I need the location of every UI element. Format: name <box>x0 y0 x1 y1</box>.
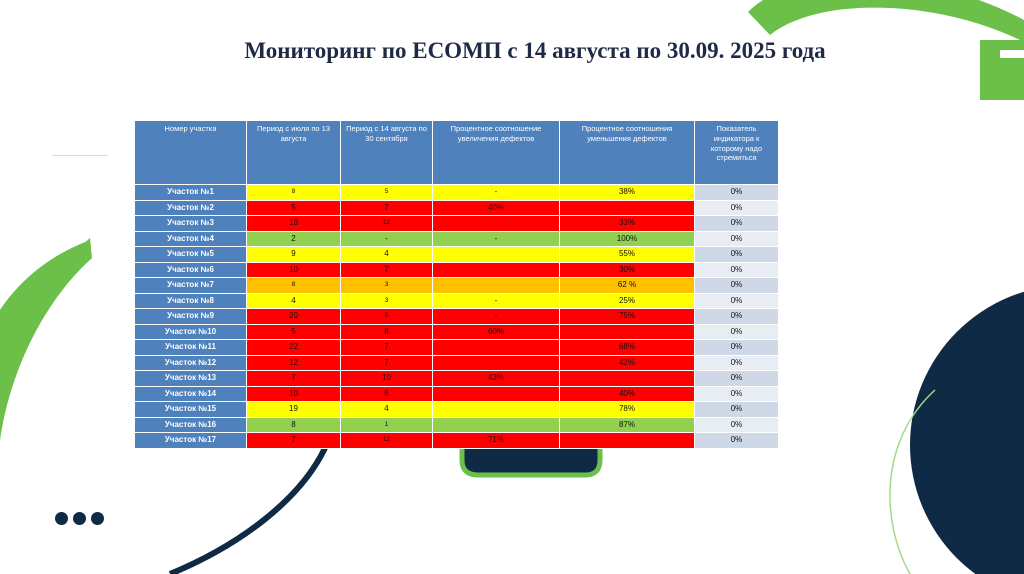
period-2-cell: 8 <box>341 324 433 340</box>
table-row <box>135 231 779 247</box>
table-row <box>135 200 779 216</box>
divider-line <box>52 155 108 156</box>
decrease-cell: 38% <box>560 185 695 201</box>
indicator-cell: 0% <box>695 417 779 433</box>
table-row <box>135 433 779 449</box>
increase-cell <box>433 216 560 232</box>
decrease-cell: 30% <box>560 262 695 278</box>
period-1-cell: 8 <box>247 185 341 201</box>
indicator-cell: 0% <box>695 433 779 449</box>
header-increase: Процентное соотношение увеличения дефектов <box>433 121 560 185</box>
increase-cell: - <box>433 231 560 247</box>
area-cell: Участок №9 <box>135 309 247 325</box>
period-1-cell: 5 <box>247 324 341 340</box>
table-row <box>135 386 779 402</box>
indicator-cell: 0% <box>695 324 779 340</box>
area-cell: Участок №8 <box>135 293 247 309</box>
table-row <box>135 371 779 387</box>
u-shape-decor <box>462 448 600 475</box>
period-1-cell: 9 <box>247 247 341 263</box>
increase-cell <box>433 278 560 294</box>
indicator-cell: 0% <box>695 309 779 325</box>
decrease-cell: 100% <box>560 231 695 247</box>
area-cell: Участок №15 <box>135 402 247 418</box>
table-row <box>135 185 779 201</box>
indicator-cell: 0% <box>695 262 779 278</box>
indicator-cell: 0% <box>695 231 779 247</box>
navy-circle <box>910 285 1024 574</box>
period-1-cell: 4 <box>247 293 341 309</box>
table-row <box>135 417 779 433</box>
period-1-cell: 5 <box>247 200 341 216</box>
period-2-cell: 3 <box>341 278 433 294</box>
increase-cell <box>433 262 560 278</box>
decrease-cell <box>560 433 695 449</box>
increase-cell <box>433 386 560 402</box>
area-cell: Участок №10 <box>135 324 247 340</box>
decrease-cell <box>560 324 695 340</box>
indicator-cell: 0% <box>695 278 779 294</box>
period-1-cell: 22 <box>247 340 341 356</box>
area-cell: Участок №3 <box>135 216 247 232</box>
table-row <box>135 216 779 232</box>
period-1-cell: 10 <box>247 262 341 278</box>
table-row <box>135 309 779 325</box>
increase-cell <box>433 402 560 418</box>
period-2-cell: 4 <box>341 402 433 418</box>
table-body <box>135 185 779 449</box>
period-1-cell: 2 <box>247 231 341 247</box>
decrease-cell <box>560 200 695 216</box>
area-cell: Участок №16 <box>135 417 247 433</box>
navy-arc-bottom <box>170 448 325 574</box>
table-row <box>135 402 779 418</box>
period-2-cell: 10 <box>341 371 433 387</box>
decrease-cell: 75% <box>560 309 695 325</box>
period-2-cell: 7 <box>341 340 433 356</box>
decrease-cell: 68% <box>560 340 695 356</box>
period-2-cell: 6 <box>341 386 433 402</box>
increase-cell: 40% <box>433 200 560 216</box>
area-cell: Участок №12 <box>135 355 247 371</box>
indicator-cell: 0% <box>695 340 779 356</box>
decrease-cell: 55% <box>560 247 695 263</box>
period-2-cell: 12 <box>341 216 433 232</box>
area-cell: Участок №5 <box>135 247 247 263</box>
decrease-cell: 87% <box>560 417 695 433</box>
header-area: Номер участка <box>135 121 247 185</box>
header-decrease: Процентное соотношения уменьшения дефектов <box>560 121 695 185</box>
table-row <box>135 340 779 356</box>
period-1-cell: 20 <box>247 309 341 325</box>
header-period-1: Период с июля по 13 августа <box>247 121 341 185</box>
period-2-cell: - <box>341 231 433 247</box>
dot-icon <box>91 512 104 525</box>
table-row <box>135 278 779 294</box>
area-cell: Участок №2 <box>135 200 247 216</box>
indicator-cell: 0% <box>695 355 779 371</box>
increase-cell: 71% <box>433 433 560 449</box>
indicator-cell: 0% <box>695 200 779 216</box>
table-row <box>135 355 779 371</box>
period-2-cell: 7 <box>341 262 433 278</box>
area-cell: Участок №13 <box>135 371 247 387</box>
increase-cell <box>433 355 560 371</box>
period-1-cell: 19 <box>247 402 341 418</box>
increase-cell: 60% <box>433 324 560 340</box>
period-1-cell: 10 <box>247 386 341 402</box>
decrease-cell: 33% <box>560 216 695 232</box>
period-1-cell: 18 <box>247 216 341 232</box>
more-dots <box>55 512 104 525</box>
increase-cell <box>433 417 560 433</box>
table-row <box>135 262 779 278</box>
slide-title: Мониторинг по ЕСОМП с 14 августа по 30.09. 2025 года <box>244 38 826 63</box>
decrease-cell: 40% <box>560 386 695 402</box>
area-cell: Участок №1 <box>135 185 247 201</box>
period-1-cell: 7 <box>247 371 341 387</box>
period-2-cell: 3 <box>341 293 433 309</box>
table-header-row <box>135 121 779 185</box>
increase-cell: - <box>433 293 560 309</box>
period-2-cell: 5 <box>341 185 433 201</box>
indicator-cell: 0% <box>695 247 779 263</box>
indicator-cell: 0% <box>695 386 779 402</box>
decrease-cell: 25% <box>560 293 695 309</box>
decrease-cell: 62 % <box>560 278 695 294</box>
green-arc-top-right <box>748 0 1024 42</box>
increase-cell: 43% <box>433 371 560 387</box>
indicator-cell: 0% <box>695 371 779 387</box>
increase-cell: - <box>433 185 560 201</box>
decrease-cell: 78% <box>560 402 695 418</box>
area-cell: Участок №17 <box>135 433 247 449</box>
period-2-cell: 7 <box>341 355 433 371</box>
monitoring-table <box>134 120 779 449</box>
area-cell: Участок №6 <box>135 262 247 278</box>
period-2-cell: 5 <box>341 309 433 325</box>
increase-cell <box>433 247 560 263</box>
dot-icon <box>73 512 86 525</box>
decrease-cell: 42% <box>560 355 695 371</box>
area-cell: Участок №14 <box>135 386 247 402</box>
header-indicator: Показатель индикатора к которому надо стремиться <box>695 121 779 185</box>
period-2-cell: 4 <box>341 247 433 263</box>
indicator-cell: 0% <box>695 185 779 201</box>
area-cell: Участок №11 <box>135 340 247 356</box>
table-row <box>135 293 779 309</box>
area-cell: Участок №4 <box>135 231 247 247</box>
period-2-cell: 12 <box>341 433 433 449</box>
increase-cell: - <box>433 309 560 325</box>
indicator-cell: 0% <box>695 293 779 309</box>
table-row <box>135 247 779 263</box>
header-period-2: Период с 14 августа по 30 сентября <box>341 121 433 185</box>
period-2-cell: 7 <box>341 200 433 216</box>
indicator-cell: 0% <box>695 216 779 232</box>
table-row <box>135 324 779 340</box>
area-cell: Участок №7 <box>135 278 247 294</box>
period-1-cell: 7 <box>247 433 341 449</box>
period-1-cell: 8 <box>247 278 341 294</box>
increase-cell <box>433 340 560 356</box>
indicator-cell: 0% <box>695 402 779 418</box>
period-1-cell: 12 <box>247 355 341 371</box>
period-2-cell: 1 <box>341 417 433 433</box>
period-1-cell: 8 <box>247 417 341 433</box>
decrease-cell <box>560 371 695 387</box>
dot-icon <box>55 512 68 525</box>
